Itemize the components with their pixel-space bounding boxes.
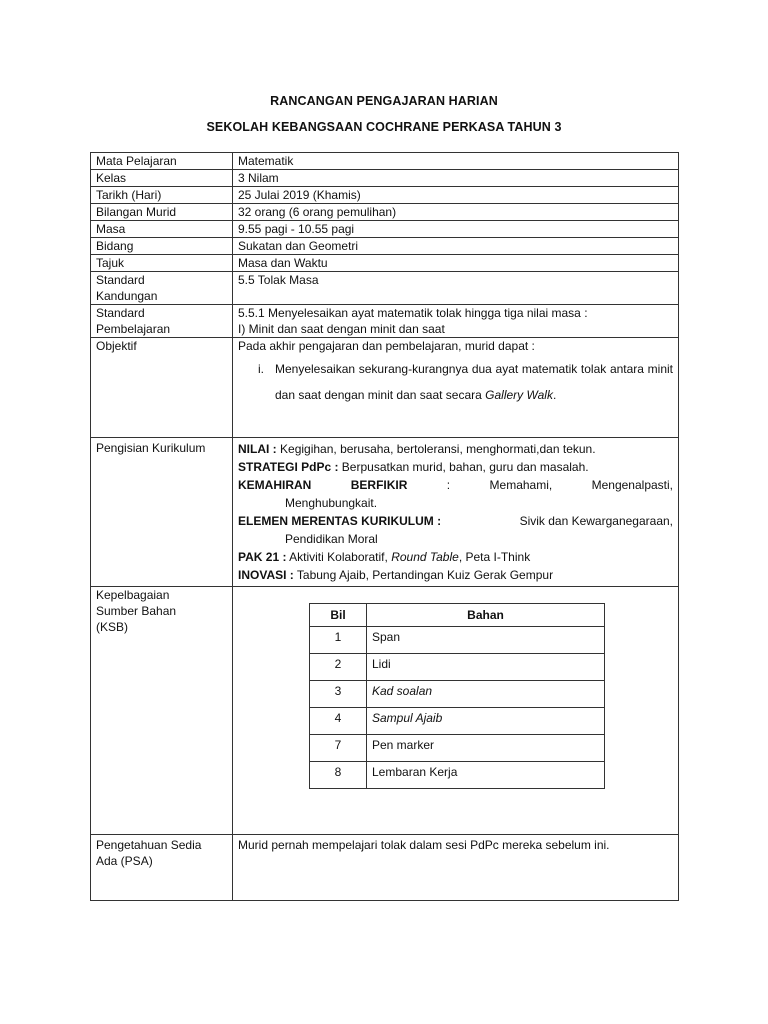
column-header-bahan: Bahan bbox=[367, 604, 605, 627]
row-mata-pelajaran bbox=[91, 153, 679, 170]
bil-cell: 3 bbox=[310, 681, 367, 708]
table-header-row bbox=[310, 604, 605, 627]
pak-value: Aktiviti Kolaboratif, bbox=[289, 550, 388, 564]
kemahiran-key: BERFIKIR bbox=[350, 478, 408, 492]
objektif-intro: Pada akhir pengajaran dan pembelajaran, murid dapat : bbox=[238, 339, 535, 353]
label-line: (KSB) bbox=[96, 620, 129, 634]
row-label: Pengisian Kurikulum bbox=[91, 438, 233, 587]
label-line: Ada (PSA) bbox=[96, 854, 153, 868]
objektif-text: Menyelesaikan sekurang-kurangnya dua ayat matematik tolak antara minit dan saat dengan minit dan saat secara bbox=[275, 362, 673, 402]
row-value: 3 Nilam bbox=[233, 170, 679, 187]
row-label: Tarikh (Hari) bbox=[91, 187, 233, 204]
row-value bbox=[233, 587, 679, 835]
row-label: Tajuk bbox=[91, 255, 233, 272]
bil-cell: 8 bbox=[310, 762, 367, 789]
row-masa bbox=[91, 221, 679, 238]
row-value: 25 Julai 2019 (Khamis) bbox=[233, 187, 679, 204]
bahan-table bbox=[309, 603, 605, 789]
row-standard-pembelajaran bbox=[91, 305, 679, 338]
bahan-cell: Span bbox=[367, 627, 605, 654]
bahan-cell: Pen marker bbox=[367, 735, 605, 762]
label-line: Kandungan bbox=[96, 289, 158, 303]
row-value bbox=[233, 438, 679, 587]
school-subtitle: SEKOLAH KEBANGSAAN COCHRANE PERKASA TAHUN 3 bbox=[206, 120, 562, 134]
bil-cell: 7 bbox=[310, 735, 367, 762]
row-label: Bilangan Murid bbox=[91, 204, 233, 221]
row-tajuk bbox=[91, 255, 679, 272]
inovasi-key: INOVASI : bbox=[238, 568, 294, 582]
nilai-key: NILAI : bbox=[238, 442, 277, 456]
bil-cell: 4 bbox=[310, 708, 367, 735]
kemahiran-value: Menghubungkait. bbox=[285, 496, 378, 510]
row-psa bbox=[91, 835, 679, 901]
value-line: I) Minit dan saat dengan minit dan saat bbox=[238, 322, 445, 336]
bahan-cell: Lembaran Kerja bbox=[367, 762, 605, 789]
table-row bbox=[310, 762, 605, 789]
pak-italic: Round Table bbox=[391, 550, 459, 564]
row-objektif bbox=[91, 338, 679, 438]
row-bidang bbox=[91, 238, 679, 255]
page-title: RANCANGAN PENGAJARAN HARIAN bbox=[270, 94, 498, 108]
inovasi-value: Tabung Ajaib, Pertandingan Kuiz Gerak Gempur bbox=[296, 568, 554, 582]
row-label bbox=[91, 272, 233, 305]
objektif-italic: Gallery Walk bbox=[485, 388, 553, 402]
list-item bbox=[238, 356, 673, 408]
kemahiran-line bbox=[238, 476, 673, 494]
lesson-plan-table bbox=[90, 152, 679, 901]
label-line: Sumber Bahan bbox=[96, 604, 177, 618]
elemen-value: Pendidikan Moral bbox=[285, 532, 378, 546]
elemen-key: ELEMEN MERENTAS KURIKULUM : bbox=[238, 514, 442, 528]
row-value: Sukatan dan Geometri bbox=[233, 238, 679, 255]
pak-value: , Peta I-Think bbox=[458, 550, 531, 564]
row-value: Matematik bbox=[233, 153, 679, 170]
value-line: 5.5.1 Menyelesaikan ayat matematik tolak hingga tiga nilai masa : bbox=[238, 306, 588, 320]
kemahiran-colon: : bbox=[446, 478, 451, 492]
row-pengisian-kurikulum bbox=[91, 438, 679, 587]
table-row bbox=[310, 735, 605, 762]
row-kelas bbox=[91, 170, 679, 187]
pak-line bbox=[238, 548, 673, 566]
strategi-value: Berpusatkan murid, bahan, guru dan masalah. bbox=[341, 460, 589, 474]
row-label: Mata Pelajaran bbox=[91, 153, 233, 170]
kemahiran-key: KEMAHIRAN bbox=[238, 478, 312, 492]
row-label: Kelas bbox=[91, 170, 233, 187]
row-label: Bidang bbox=[91, 238, 233, 255]
row-label bbox=[91, 835, 233, 901]
bahan-cell: Kad soalan bbox=[367, 681, 605, 708]
row-label: Objektif bbox=[91, 338, 233, 438]
row-ksb bbox=[91, 587, 679, 835]
row-value: 5.5 Tolak Masa bbox=[233, 272, 679, 305]
inovasi-line bbox=[238, 566, 673, 584]
row-bilangan-murid bbox=[91, 204, 679, 221]
row-standard-kandungan bbox=[91, 272, 679, 305]
pak-key: PAK 21 : bbox=[238, 550, 287, 564]
label-line: Standard bbox=[96, 273, 145, 287]
strategi-line bbox=[238, 458, 673, 476]
bil-cell: 1 bbox=[310, 627, 367, 654]
column-header-bil: Bil bbox=[310, 604, 367, 627]
row-value bbox=[233, 338, 679, 438]
label-line: Kepelbagaian bbox=[96, 588, 170, 602]
list-marker: i. bbox=[258, 362, 264, 376]
table-row bbox=[310, 627, 605, 654]
table-row bbox=[310, 681, 605, 708]
strategi-key: STRATEGI PdPc : bbox=[238, 460, 339, 474]
table-row bbox=[310, 708, 605, 735]
row-value: 32 orang (6 orang pemulihan) bbox=[233, 204, 679, 221]
label-line: Standard bbox=[96, 306, 145, 320]
table-row bbox=[310, 654, 605, 681]
bil-cell: 2 bbox=[310, 654, 367, 681]
row-value: Masa dan Waktu bbox=[233, 255, 679, 272]
objektif-list bbox=[238, 356, 673, 408]
bahan-cell: Lidi bbox=[367, 654, 605, 681]
bahan-cell: Sampul Ajaib bbox=[367, 708, 605, 735]
label-line: Pembelajaran bbox=[96, 322, 171, 336]
nilai-line bbox=[238, 440, 673, 458]
kemahiran-value: Mengenalpasti, bbox=[591, 478, 673, 492]
row-label: Masa bbox=[91, 221, 233, 238]
elemen-line bbox=[238, 512, 673, 530]
row-label bbox=[91, 587, 233, 835]
elemen-value: Sivik dan Kewarganegaraan, bbox=[519, 514, 673, 528]
row-label bbox=[91, 305, 233, 338]
nilai-value: Kegigihan, berusaha, bertoleransi, menghormati,dan tekun. bbox=[280, 442, 596, 456]
row-tarikh bbox=[91, 187, 679, 204]
kemahiran-value: Memahami, bbox=[489, 478, 553, 492]
row-value: 9.55 pagi - 10.55 pagi bbox=[233, 221, 679, 238]
label-line: Pengetahuan Sedia bbox=[96, 838, 202, 852]
objektif-end: . bbox=[552, 388, 557, 402]
row-value: Murid pernah mempelajari tolak dalam sesi PdPc mereka sebelum ini. bbox=[233, 835, 679, 901]
row-value bbox=[233, 305, 679, 338]
